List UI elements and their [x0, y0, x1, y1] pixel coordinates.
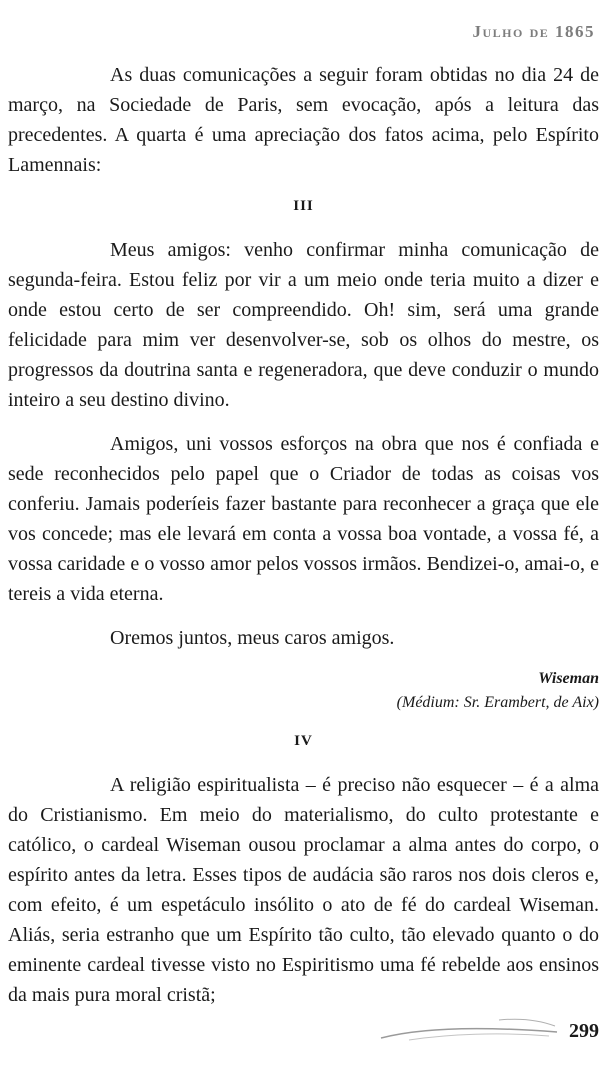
- intro-paragraph: As duas comunicações a seguir foram obtidas no dia 24 de março, na Sociedade de Paris, sem evocação, após a leitura das precedentes. A quarta é uma apreciação dos fatos acima, pelo Espírito Lamennais:: [8, 64, 599, 176]
- running-header: Julho de 1865: [472, 22, 595, 41]
- paragraph: Oremos juntos, meus caros amigos.: [110, 627, 395, 649]
- signature-name: Wiseman: [538, 670, 599, 687]
- page-footer: [379, 1010, 599, 1050]
- paragraph: Meus amigos: venho confirmar minha comunicação de segunda-feira. Estou feliz por vir a um meio onde teria muito a dizer e onde estou certo de ser compreendido. Oh! sim, será uma grande felicidade para mim ver desenvolver-se, sob os olhos do mestre, os progressos da doutrina santa e regeneradora, que deve conduzir o mundo inteiro a seu destino divino.: [8, 239, 599, 411]
- section-heading-iv: IV: [294, 733, 313, 749]
- page-number: 299: [569, 1020, 599, 1042]
- signature-medium: (Médium: Sr. Erambert, de Aix): [396, 694, 599, 711]
- decorative-swoosh-icon: [379, 1010, 559, 1046]
- paragraph: A religião espiritualista – é preciso não esquecer – é a alma do Cristianismo. Em meio do materialismo, do culto protestante e católico, o cardeal Wiseman ousou proclamar a alma antes do corpo, o espírito antes da letra. Esses tipos de audácia são raros nos dois cleros e, com efeito, é um espetáculo insólito o ato de fé do cardeal Wiseman. Aliás, seria estranho que um Espírito tão culto, tão elevado quanto o do eminente cardeal tivesse visto no Espiritismo uma fé rebelde aos ensinos da mais pura moral cristã;: [8, 774, 599, 1006]
- section-heading-iii: III: [293, 198, 314, 214]
- paragraph: Amigos, uni vossos esforços na obra que nos é confiada e sede reconhecidos pelo papel que o Criador de todas as coisas vos conferiu. Jamais poderíeis fazer bastante para reconhecer a graça que ele vos concede; mas ele levará em conta a vossa boa vontade, a vossa fé, a vossa caridade e o vosso amor pelos vossos irmãos. Bendizei-o, amai-o, e tereis a vida eterna.: [8, 433, 599, 605]
- page-body: [8, 60, 599, 1010]
